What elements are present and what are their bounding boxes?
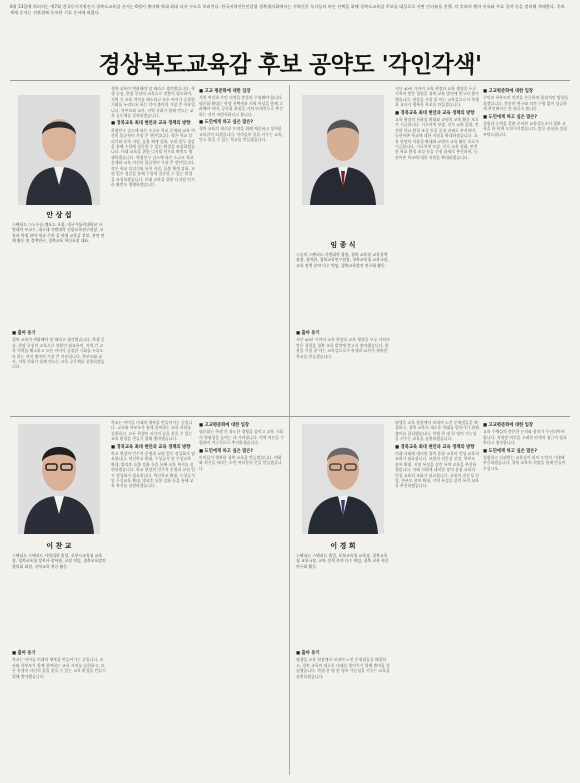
section-heading: ■ 도민에게 하고 싶은 말은? <box>199 120 254 126</box>
section-heading: ■ 고교평준화에 대한 입장 <box>483 89 534 94</box>
section-heading: ■ 도민에게 하고 싶은 말은? <box>199 448 254 454</box>
candidate-photo <box>18 95 100 205</box>
section-heading: ■ 경북교육 최대 현안과 교육 정책의 방향 <box>395 444 475 450</box>
text-column <box>296 648 390 776</box>
text-column <box>111 86 195 412</box>
section-heading: ■ 출마 동기 <box>12 651 36 656</box>
text-column <box>395 86 479 412</box>
section-heading: ■ 경북교육 최대 현안과 교육 정책의 방향 <box>111 444 191 450</box>
section-body: 학령인구 감소에 따른 소규모 학교 문제와 교육 여건의 불균형이 가장 큰 현안입니다. 작은 학교 살리기와 통학 지원, 돌봄 체계 강화, 교원 업무 경감을 통해 수업에 집중할 수 있는 환경을 조성하겠습니다. 미래 교육을 위한 디지털 인프라 확충도 병행하겠습니다. <box>111 154 195 187</box>
candidate-bio: 스승의 스탠퍼드 사범대학 졸업, 경북 교육청 교육정책과장, 장학관, 경북교육연수원장, 경북교육청 교육국장, 교육 정책 분야 다수 역임, 경북교육발전 연구회 활동. <box>296 252 389 268</box>
section-heading: ■ 출마 동기 <box>296 331 320 336</box>
text-column <box>111 420 195 776</box>
section-body: 미래 사회에 대비한 창의 융합 교육과 인성 교육의 조화가 필요합니다. 교원의 전문성 신장, 학부모 참여 확대, 지역 특성을 살린 특색 교육을 추진하겠습니다. <box>395 451 479 473</box>
section-body: 경험과 능력을 갖춘 준비된 교육감으로서 경북 교육을 한 단계 도약시키겠습니다. 많은 관심과 성원 부탁드립니다. <box>483 121 567 137</box>
candidate-photo <box>302 424 384 534</box>
section-body: 학교 현장의 민주적 운영과 교원 업무 정상화가 필요합니다. 혁신학교 확대, 무상급식 및 무상교육 확대, 방과후 돌봄 강화 등을 통해 교육 복지를 실현하겠습니다. <box>111 467 195 489</box>
section-body: 학령인구 감소에 따른 소규모 학교 문제와 교육 여건의 불균형이 가장 큰 현안입니다. 작은 학교 살리기와 통학 지원, 돌봄 체계 강화, 교원 업무 경감을 통해 수업에 집중할 수 있는 환경을 조성하겠습니다. 미래 교육을 위한 디지털 인프라 확충도 병행하겠습니다. <box>111 127 195 160</box>
candidate-bio: 스탠퍼드 스탠퍼드 사범대학 졸업, 포항시교육청 교육장, 경북교육청 장학사·장학관, 교장 역임, 경북교육발전협의회 회원, 지역교육 혁신 활동. <box>12 553 106 569</box>
section-heading: ■ 고교평준화에 대한 입장 <box>199 423 250 428</box>
section-body: 지난 40년 가까이 교육 현장과 교육 행정을 두루 거치며 쌓은 경험을 경북 교육 발전에 쏟고자 출마했습니다. 현장을 가장 잘 아는 교육감으로서 학생과 교사가 행복한 학교를 만들겠습니다. <box>395 86 479 108</box>
candidate-name: 안 상 섭 <box>46 211 72 219</box>
section-heading: ■ 출마 동기 <box>296 651 320 656</box>
section-heading: ■ 고교평준화에 대한 입장 <box>483 423 534 428</box>
middle-rule <box>10 416 570 417</box>
section-body: 아이들이 행복한 경북 교육을 만들겠습니다. 변화와 혁신을 바라는 도민 여러분의 뜻을 받들겠습니다. <box>199 455 282 471</box>
candidate-name: 이 찬 교 <box>46 542 72 550</box>
section-body: 주민과 학부모의 의견을 존중하여 합리적인 방향을 찾겠습니다. 충분한 연구와 의견 수렴 없이 성급하게 추진해서는 안 된다고 봅니다. <box>483 95 569 112</box>
section-body: 평준화는 학생 간 과도한 경쟁을 줄이고 교육 기회의 형평성을 높이는 데 기여합니다. 지역 여론을 수렴하여 적극적으로 추진하겠습니다. <box>199 429 285 446</box>
candidate-bio: 스탠퍼드 스노우슈-멤포드 포함, 대구가톨릭대학교 사범대학 부교수, 대구대 사범대학 신암교육연구원장, 교육과 학생 참여·개교 수차 실 학생 교육감 후보, 관련 단체 활동 및 정책연구, 경북교육 혁신포럼 대표. <box>12 222 105 244</box>
section-body: 청렴하고 신뢰받는 교육감이 되어 도민의 기대에 부응하겠습니다. 경북 교육의 희망을 함께 만들어 주십시오. <box>483 455 566 471</box>
headline: 경상북도교육감 후보 공약도 '각인각색' <box>98 51 482 78</box>
section-heading: ■ 도민에게 하고 싶은 말은? <box>483 114 538 120</box>
center-divider <box>289 85 290 775</box>
candidate-photo <box>302 95 384 205</box>
candidate-photo <box>18 424 100 534</box>
section-heading: ■ 출마 동기 <box>12 331 36 336</box>
text-column <box>12 328 106 414</box>
text-column <box>199 420 285 776</box>
text-column <box>483 420 569 776</box>
section-body: 학교는 아이들 미래의 행복을 만들어가는 곳입니다. 교사와 학부모가 함께 참여하는 교육 자치를 실현하고, 모든 학생이 자신의 꿈을 찾을 수 있는 교육 환경을 만들기 위해 출마했습니다. <box>111 420 193 442</box>
section-body: 미래 사회에 대비한 창의 융합 교육과 인성 교육의 조화가 필요합니다. 교원의 전문성 신장, 학부모 참여 확대, 지역 특성을 살린 특색 교육을 추진하겠습니다. <box>395 467 479 489</box>
section-body: 경북 교육이 변화해야 할 때라고 생각했습니다. 학생 중심, 현장 중심의 교육으로 전환이 필요하며, 지역 간 교육 격차를 해소하고 모든 아이가 공정한 기회를 누리도록 하는 것이 출마의 가장 큰 이유입니다. 학부모와 교사, 지역 사회가 함께 만드는 교육 공동체를 실현하겠습니다. <box>12 337 105 370</box>
text-column <box>12 648 106 776</box>
section-body: 교육 주체들의 충분한 논의와 합의가 우선되어야 합니다. 지역별 여건을 고려한 단계적 접근이 필요하다고 생각합니다. <box>483 429 567 446</box>
section-body: 지난 40년 가까이 교육 현장과 교육 행정을 두루 거치며 쌓은 경험을 경북 교육 발전에 쏟고자 출마했습니다. 현장을 가장 잘 아는 교육감으로서 학생과 교사가 행복한 학교를 만들겠습니다. <box>296 337 390 359</box>
section-body: 학교 현장의 민주적 운영과 교원 업무 정상화가 필요합니다. 혁신학교 확대, 무상급식 및 무상교육 확대, 방과후 돌봄 강화 등을 통해 교육 복지를 실현하겠습니다. <box>111 451 195 473</box>
candidate-name: 임 종 식 <box>330 241 356 249</box>
section-heading: ■ 경북교육 최대 현안과 교육 정책의 방향 <box>111 121 191 127</box>
section-body: 교육 현장의 자율성 확대와 교원의 교육 활동 보호가 시급합니다. 기초학력 보장, 진로 교육 강화, 안전한 학교 환경 조성 등을 중점 과제로 추진하며, 농산어촌 학교에 대한 지원을 확대하겠습니다. <box>395 133 479 160</box>
candidate-bio: 스탠퍼드 스탠퍼드 졸업, 포항교육청 교육장, 경북교육청 교육국장, 교육 정책 분야 다수 역임, 경북 교육 혁신 연구회 활동. <box>296 553 389 569</box>
section-body: 평생을 교육 현장에서 보내며 느낀 문제점들을 해결하고, 경북 교육의 새로운 미래를 열어가기 위해 출마를 결심했습니다. 학생 한 명 한 명의 가능성을 키우는 교육을 실현하겠습니다. <box>395 420 479 442</box>
section-body: 지역 여건과 주민 의견을 충분히 수렴해야 합니다. 평준화 확대는 학생 선택권과 지역 특성을 함께 고려해야 하며, 공론화 과정을 거쳐 단계적으로 추진하는 것이 바람직하다고 봅니다. <box>199 95 283 117</box>
candidate-name: 이 경 희 <box>330 542 356 550</box>
intro-text: 6월 13일에 치러지는 제7회 전국동시지방선거 경북도교육감 선거는 6명이 출마해 역대 최대 다자 구도로 치러진다. 한국지역언론인클럽 경북협의회에서는 지역신문 독자들의 바른 선택을 위해 경북도교육감 후보를 대상으로 서면 인터뷰를 진행, 각 후보의 출마 이유와 주요 공약 등을 정리해 게재한다. 후보 게재 순서는 선관위에 등록한 기호 순서에 따랐다. <box>10 4 565 15</box>
section-body: 평생을 교육 현장에서 보내며 느낀 문제점들을 해결하고, 경북 교육의 새로운 미래를 열어가기 위해 출마를 결심했습니다. 학생 한 명 한 명의 가능성을 키우는 교육을 실현하겠습니다. <box>296 657 390 679</box>
section-heading: ■ 경북교육 최대 현안과 교육 정책의 방향 <box>395 110 475 116</box>
section-body: 경북 교육의 새로운 도약을 위해 깨끗하고 정직한 교육감이 되겠습니다. 아이들의 꿈을 키우는 교육, 믿고 맡길 수 있는 학교를 만들겠습니다. <box>199 126 283 143</box>
text-column <box>483 86 569 412</box>
text-column <box>395 420 479 776</box>
section-body: 경북 교육이 변화해야 할 때라고 생각했습니다. 학생 중심, 현장 중심의 교육으로 전환이 필요하며, 지역 간 교육 격차를 해소하고 모든 아이가 공정한 기회를 누리도록 하는 것이 출마의 가장 큰 이유입니다. 학부모와 교사, 지역 사회가 함께 만드는 교육 공동체를 실현하겠습니다. <box>111 86 195 119</box>
section-body: 학교는 아이들 미래의 행복을 만들어가는 곳입니다. 교사와 학부모가 함께 참여하는 교육 자치를 실현하고, 모든 학생이 자신의 꿈을 찾을 수 있는 교육 환경을 만들기 위해 출마했습니다. <box>12 657 106 679</box>
section-heading: ■ 도민에게 하고 싶은 말은? <box>483 448 538 454</box>
text-column <box>296 328 390 414</box>
section-body: 교육 현장의 자율성 확대와 교원의 교육 활동 보호가 시급합니다. 기초학력 보장, 진로 교육 강화, 안전한 학교 환경 조성 등을 중점 과제로 추진하며, 농산어촌 학교에 대한 지원을 확대하겠습니다. <box>395 117 479 139</box>
text-column <box>199 86 285 412</box>
headline-rule <box>10 80 570 81</box>
section-heading: ■ 고교 평준화에 대한 입장 <box>199 89 251 94</box>
